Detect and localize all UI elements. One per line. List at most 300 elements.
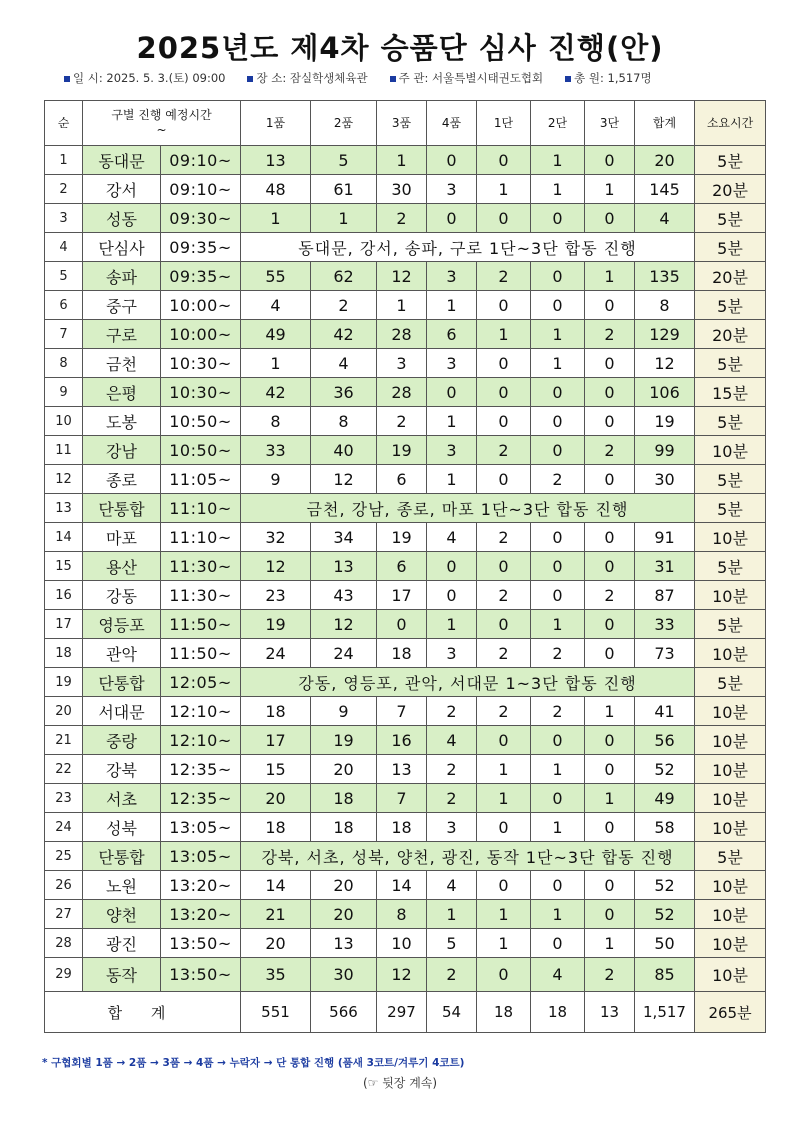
duration-cell: 5분 — [695, 291, 766, 320]
count-cell: 0 — [477, 813, 531, 842]
count-cell: 0 — [531, 871, 585, 900]
count-cell: 12 — [377, 958, 427, 992]
district-name: 종로 — [83, 465, 161, 494]
count-cell: 3 — [427, 813, 477, 842]
row-number: 4 — [45, 233, 83, 262]
count-cell: 0 — [585, 204, 635, 233]
scheduled-time: 10:50~ — [161, 436, 241, 465]
table-row — [45, 146, 766, 175]
count-cell: 4 — [427, 726, 477, 755]
count-cell: 0 — [585, 146, 635, 175]
count-cell: 9 — [241, 465, 311, 494]
count-cell: 1 — [427, 465, 477, 494]
info-item: 총 원: 1,517명 — [565, 70, 651, 86]
count-cell: 0 — [477, 552, 531, 581]
row-number: 2 — [45, 175, 83, 204]
row-total: 31 — [635, 552, 695, 581]
scheduled-time: 09:10~ — [161, 175, 241, 204]
count-cell: 21 — [241, 900, 311, 929]
duration-cell: 10분 — [695, 726, 766, 755]
duration-cell: 10분 — [695, 639, 766, 668]
district-name: 성동 — [83, 204, 161, 233]
square-bullet-icon — [565, 76, 571, 82]
count-cell: 3 — [427, 639, 477, 668]
header-col-3pum: 3품 — [377, 101, 427, 146]
count-cell: 1 — [585, 175, 635, 204]
scheduled-time: 13:50~ — [161, 929, 241, 958]
count-cell: 19 — [377, 523, 427, 552]
count-cell: 8 — [377, 900, 427, 929]
count-cell: 0 — [531, 552, 585, 581]
count-cell: 0 — [427, 204, 477, 233]
count-cell: 0 — [585, 378, 635, 407]
count-cell: 0 — [477, 146, 531, 175]
count-cell: 1 — [377, 146, 427, 175]
count-cell: 20 — [311, 871, 377, 900]
header-col-2dan: 2단 — [531, 101, 585, 146]
square-bullet-icon — [247, 76, 253, 82]
count-cell: 2 — [585, 958, 635, 992]
scheduled-time: 09:30~ — [161, 204, 241, 233]
info-value: 서울특별시태권도협회 — [432, 71, 544, 85]
count-cell: 32 — [241, 523, 311, 552]
merged-note: 동대문, 강서, 송파, 구로 1단~3단 합동 진행 — [241, 233, 695, 262]
count-cell: 0 — [585, 523, 635, 552]
count-cell: 48 — [241, 175, 311, 204]
count-cell: 1 — [531, 320, 585, 349]
count-cell: 34 — [311, 523, 377, 552]
row-total: 73 — [635, 639, 695, 668]
count-cell: 20 — [241, 929, 311, 958]
row-total: 8 — [635, 291, 695, 320]
row-number: 13 — [45, 494, 83, 523]
total-value: 18 — [477, 992, 531, 1033]
scheduled-time: 11:10~ — [161, 523, 241, 552]
count-cell: 8 — [241, 407, 311, 436]
district-name: 단통합 — [83, 842, 161, 871]
scheduled-time: 13:50~ — [161, 958, 241, 992]
count-cell: 0 — [531, 523, 585, 552]
scheduled-time: 13:05~ — [161, 842, 241, 871]
row-total: 56 — [635, 726, 695, 755]
duration-cell: 10분 — [695, 755, 766, 784]
scheduled-time: 09:35~ — [161, 233, 241, 262]
row-number: 26 — [45, 871, 83, 900]
duration-cell: 10분 — [695, 523, 766, 552]
header-group-sub: ~ — [156, 123, 167, 137]
count-cell: 14 — [377, 871, 427, 900]
info-label: 장 소 — [256, 71, 283, 85]
district-name: 영등포 — [83, 610, 161, 639]
row-total: 50 — [635, 929, 695, 958]
count-cell: 17 — [241, 726, 311, 755]
count-cell: 0 — [531, 784, 585, 813]
count-cell: 4 — [531, 958, 585, 992]
row-number: 8 — [45, 349, 83, 378]
total-value: 18 — [531, 992, 585, 1033]
row-total: 99 — [635, 436, 695, 465]
footnote: * 구협회별 1품 → 2품 → 3품 → 4품 → 누락자 → 단 통합 진행 (품새 3코트/겨루기 4코트) — [42, 1057, 465, 1069]
row-number: 24 — [45, 813, 83, 842]
scheduled-time: 10:30~ — [161, 349, 241, 378]
row-number: 3 — [45, 204, 83, 233]
count-cell: 30 — [311, 958, 377, 992]
header-col-1pum: 1품 — [241, 101, 311, 146]
total-value: 13 — [585, 992, 635, 1033]
row-number: 20 — [45, 697, 83, 726]
count-cell: 2 — [427, 958, 477, 992]
district-name: 금천 — [83, 349, 161, 378]
count-cell: 1 — [477, 320, 531, 349]
row-number: 27 — [45, 900, 83, 929]
count-cell: 0 — [477, 378, 531, 407]
count-cell: 2 — [477, 523, 531, 552]
count-cell: 0 — [585, 755, 635, 784]
count-cell: 1 — [477, 175, 531, 204]
table-row — [45, 813, 766, 842]
table-row — [45, 320, 766, 349]
district-name: 강서 — [83, 175, 161, 204]
scheduled-time: 11:30~ — [161, 581, 241, 610]
row-number: 25 — [45, 842, 83, 871]
row-total: 106 — [635, 378, 695, 407]
info-label: 일 시 — [73, 71, 99, 85]
duration-cell: 15분 — [695, 378, 766, 407]
header-col-1dan: 1단 — [477, 101, 531, 146]
header-duration: 소요시간 — [695, 101, 766, 146]
district-name: 서대문 — [83, 697, 161, 726]
duration-cell: 10분 — [695, 813, 766, 842]
count-cell: 0 — [531, 407, 585, 436]
count-cell: 0 — [531, 581, 585, 610]
duration-cell: 20분 — [695, 175, 766, 204]
count-cell: 0 — [585, 726, 635, 755]
count-cell: 1 — [531, 175, 585, 204]
count-cell: 0 — [585, 813, 635, 842]
count-cell: 1 — [427, 407, 477, 436]
count-cell: 13 — [377, 755, 427, 784]
count-cell: 0 — [585, 465, 635, 494]
scheduled-time: 12:35~ — [161, 755, 241, 784]
count-cell: 1 — [477, 784, 531, 813]
row-total: 129 — [635, 320, 695, 349]
count-cell: 2 — [311, 291, 377, 320]
count-cell: 18 — [311, 813, 377, 842]
row-number: 23 — [45, 784, 83, 813]
count-cell: 0 — [427, 552, 477, 581]
count-cell: 1 — [427, 610, 477, 639]
table-row — [45, 523, 766, 552]
count-cell: 18 — [241, 813, 311, 842]
count-cell: 7 — [377, 784, 427, 813]
count-cell: 18 — [241, 697, 311, 726]
duration-cell: 10분 — [695, 958, 766, 992]
count-cell: 43 — [311, 581, 377, 610]
table-row — [45, 784, 766, 813]
square-bullet-icon — [390, 76, 396, 82]
count-cell: 1 — [585, 929, 635, 958]
table-row — [45, 581, 766, 610]
scheduled-time: 12:10~ — [161, 726, 241, 755]
count-cell: 20 — [311, 755, 377, 784]
row-total: 87 — [635, 581, 695, 610]
duration-cell: 5분 — [695, 204, 766, 233]
row-number: 21 — [45, 726, 83, 755]
count-cell: 2 — [427, 784, 477, 813]
count-cell: 1 — [311, 204, 377, 233]
count-cell: 24 — [311, 639, 377, 668]
total-row — [45, 992, 766, 1033]
header-col-2pum: 2품 — [311, 101, 377, 146]
scheduled-time: 12:10~ — [161, 697, 241, 726]
count-cell: 0 — [531, 262, 585, 291]
count-cell: 0 — [531, 204, 585, 233]
duration-cell: 20분 — [695, 320, 766, 349]
count-cell: 12 — [311, 465, 377, 494]
count-cell: 1 — [531, 900, 585, 929]
count-cell: 0 — [477, 465, 531, 494]
count-cell: 1 — [531, 146, 585, 175]
info-item: 장 소: 잠실학생체육관 — [247, 70, 367, 86]
header-group — [83, 101, 241, 146]
row-number: 9 — [45, 378, 83, 407]
table-row — [45, 726, 766, 755]
count-cell: 18 — [377, 813, 427, 842]
count-cell: 1 — [427, 900, 477, 929]
district-name: 구로 — [83, 320, 161, 349]
count-cell: 1 — [531, 610, 585, 639]
district-name: 성북 — [83, 813, 161, 842]
scheduled-time: 11:50~ — [161, 639, 241, 668]
count-cell: 2 — [531, 639, 585, 668]
count-cell: 0 — [585, 291, 635, 320]
district-name: 노원 — [83, 871, 161, 900]
count-cell: 12 — [311, 610, 377, 639]
district-name: 강북 — [83, 755, 161, 784]
count-cell: 33 — [241, 436, 311, 465]
table-row — [45, 958, 766, 992]
count-cell: 2 — [377, 407, 427, 436]
count-cell: 3 — [427, 436, 477, 465]
table-row — [45, 436, 766, 465]
count-cell: 4 — [427, 871, 477, 900]
count-cell: 6 — [377, 552, 427, 581]
count-cell: 2 — [477, 639, 531, 668]
table-row — [45, 175, 766, 204]
count-cell: 1 — [531, 755, 585, 784]
district-name: 관악 — [83, 639, 161, 668]
row-number: 11 — [45, 436, 83, 465]
scheduled-time: 13:20~ — [161, 900, 241, 929]
count-cell: 1 — [531, 813, 585, 842]
count-cell: 10 — [377, 929, 427, 958]
duration-cell: 10분 — [695, 784, 766, 813]
count-cell: 0 — [477, 204, 531, 233]
count-cell: 20 — [311, 900, 377, 929]
count-cell: 0 — [377, 610, 427, 639]
count-cell: 2 — [477, 697, 531, 726]
duration-cell: 10분 — [695, 871, 766, 900]
row-total: 20 — [635, 146, 695, 175]
table-row — [45, 755, 766, 784]
table-row — [45, 378, 766, 407]
count-cell: 0 — [477, 407, 531, 436]
table-row — [45, 291, 766, 320]
table-row — [45, 233, 766, 262]
table-row — [45, 552, 766, 581]
row-total: 52 — [635, 900, 695, 929]
count-cell: 5 — [311, 146, 377, 175]
district-name: 광진 — [83, 929, 161, 958]
count-cell: 1 — [477, 900, 531, 929]
duration-cell: 5분 — [695, 146, 766, 175]
table-row — [45, 494, 766, 523]
row-number: 14 — [45, 523, 83, 552]
table-row — [45, 929, 766, 958]
count-cell: 1 — [531, 349, 585, 378]
info-label: 주 관 — [398, 71, 425, 85]
count-cell: 2 — [585, 320, 635, 349]
row-total: 30 — [635, 465, 695, 494]
count-cell: 9 — [311, 697, 377, 726]
district-name: 은평 — [83, 378, 161, 407]
table-row — [45, 697, 766, 726]
info-label: 총 원 — [574, 71, 601, 85]
scheduled-time: 10:00~ — [161, 320, 241, 349]
count-cell: 19 — [241, 610, 311, 639]
scheduled-time: 11:50~ — [161, 610, 241, 639]
count-cell: 3 — [377, 349, 427, 378]
count-cell: 1 — [427, 291, 477, 320]
count-cell: 2 — [477, 436, 531, 465]
scheduled-time: 10:30~ — [161, 378, 241, 407]
table-row — [45, 639, 766, 668]
header-col-total: 합계 — [635, 101, 695, 146]
count-cell: 0 — [477, 726, 531, 755]
count-cell: 0 — [585, 639, 635, 668]
count-cell: 0 — [585, 407, 635, 436]
count-cell: 1 — [477, 755, 531, 784]
count-cell: 1 — [377, 291, 427, 320]
total-value: 551 — [241, 992, 311, 1033]
count-cell: 7 — [377, 697, 427, 726]
count-cell: 0 — [477, 349, 531, 378]
count-cell: 0 — [477, 610, 531, 639]
count-cell: 28 — [377, 320, 427, 349]
count-cell: 62 — [311, 262, 377, 291]
row-total: 49 — [635, 784, 695, 813]
count-cell: 19 — [377, 436, 427, 465]
count-cell: 36 — [311, 378, 377, 407]
scheduled-time: 10:50~ — [161, 407, 241, 436]
header-col-3dan: 3단 — [585, 101, 635, 146]
district-name: 동작 — [83, 958, 161, 992]
count-cell: 42 — [241, 378, 311, 407]
row-number: 12 — [45, 465, 83, 494]
count-cell: 30 — [377, 175, 427, 204]
count-cell: 4 — [241, 291, 311, 320]
row-number: 28 — [45, 929, 83, 958]
row-total: 52 — [635, 755, 695, 784]
scheduled-time: 12:35~ — [161, 784, 241, 813]
count-cell: 0 — [585, 552, 635, 581]
header-no: 순 — [45, 101, 83, 146]
count-cell: 14 — [241, 871, 311, 900]
row-number: 17 — [45, 610, 83, 639]
count-cell: 0 — [531, 378, 585, 407]
row-number: 7 — [45, 320, 83, 349]
count-cell: 2 — [531, 697, 585, 726]
count-cell: 1 — [241, 204, 311, 233]
header-col-4pum: 4품 — [427, 101, 477, 146]
count-cell: 2 — [585, 436, 635, 465]
district-name: 서초 — [83, 784, 161, 813]
row-total: 85 — [635, 958, 695, 992]
duration-cell: 5분 — [695, 233, 766, 262]
table-row — [45, 842, 766, 871]
count-cell: 3 — [427, 262, 477, 291]
district-name: 용산 — [83, 552, 161, 581]
district-name: 마포 — [83, 523, 161, 552]
district-name: 양천 — [83, 900, 161, 929]
row-total: 41 — [635, 697, 695, 726]
schedule-table — [44, 100, 766, 1033]
info-item: 주 관: 서울특별시태권도협회 — [390, 70, 544, 86]
header-group-label: 구별 진행 예정시간 — [111, 108, 212, 122]
count-cell: 55 — [241, 262, 311, 291]
duration-cell: 5분 — [695, 349, 766, 378]
row-total: 91 — [635, 523, 695, 552]
scheduled-time: 11:10~ — [161, 494, 241, 523]
row-number: 15 — [45, 552, 83, 581]
table-row — [45, 465, 766, 494]
district-name: 송파 — [83, 262, 161, 291]
count-cell: 28 — [377, 378, 427, 407]
row-total: 145 — [635, 175, 695, 204]
row-number: 29 — [45, 958, 83, 992]
count-cell: 0 — [427, 581, 477, 610]
count-cell: 17 — [377, 581, 427, 610]
count-cell: 1 — [585, 784, 635, 813]
row-total: 33 — [635, 610, 695, 639]
row-total: 12 — [635, 349, 695, 378]
duration-cell: 10분 — [695, 697, 766, 726]
row-total: 52 — [635, 871, 695, 900]
count-cell: 0 — [585, 900, 635, 929]
table-row — [45, 900, 766, 929]
scheduled-time: 13:20~ — [161, 871, 241, 900]
count-cell: 2 — [427, 697, 477, 726]
count-cell: 1 — [585, 697, 635, 726]
count-cell: 19 — [311, 726, 377, 755]
table-row — [45, 262, 766, 291]
row-number: 16 — [45, 581, 83, 610]
district-name: 단통합 — [83, 668, 161, 697]
square-bullet-icon — [64, 76, 70, 82]
count-cell: 0 — [585, 349, 635, 378]
count-cell: 20 — [241, 784, 311, 813]
count-cell: 13 — [241, 146, 311, 175]
count-cell: 0 — [477, 958, 531, 992]
info-value: 1,517명 — [607, 71, 652, 85]
row-number: 1 — [45, 146, 83, 175]
scheduled-time: 11:30~ — [161, 552, 241, 581]
total-value: 54 — [427, 992, 477, 1033]
row-total: 135 — [635, 262, 695, 291]
count-cell: 2 — [477, 581, 531, 610]
table-row — [45, 668, 766, 697]
duration-cell: 5분 — [695, 610, 766, 639]
